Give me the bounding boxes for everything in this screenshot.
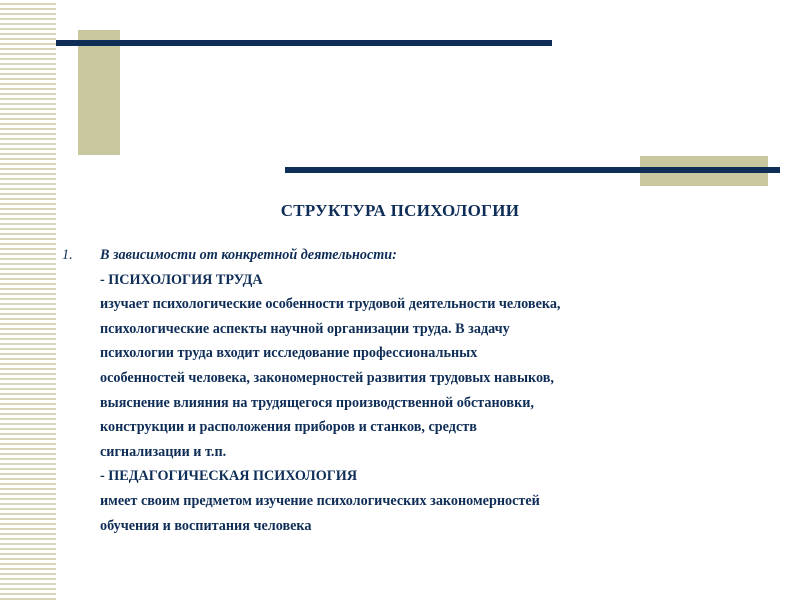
decorative-navy-line-top bbox=[56, 40, 552, 46]
list-marker: 1. bbox=[62, 247, 73, 263]
section-heading-labor-psychology: - ПСИХОЛОГИЯ ТРУДА bbox=[100, 271, 263, 288]
section-text-line: имеет своим предметом изучение психологических закономерностей bbox=[100, 492, 540, 509]
section-heading-pedagogical-psychology: - ПЕДАГОГИЧЕСКАЯ ПСИХОЛОГИЯ bbox=[100, 468, 358, 485]
decorative-olive-block-top bbox=[78, 30, 120, 155]
section-text-line: сигнализации и т.п. bbox=[100, 443, 227, 460]
section-text-line: конструкции и расположения приборов и станков, средств bbox=[100, 419, 477, 436]
section-text-line: обучения и воспитания человека bbox=[100, 517, 312, 534]
list-intro: В зависимости от конкретной деятельности: bbox=[100, 247, 397, 263]
slide-title: СТРУКТУРА ПСИХОЛОГИИ bbox=[280, 201, 520, 220]
section-text-line: выяснение влияния на трудящегося производственной обстановки, bbox=[100, 394, 534, 411]
section-text-line: изучает психологические особенности трудовой деятельности человека, bbox=[100, 296, 561, 313]
striped-side-panel bbox=[0, 0, 56, 600]
section-text-line: психологии труда входит исследование профессиональных bbox=[100, 345, 478, 362]
section-text-line: психологические аспекты научной организации труда. В задачу bbox=[100, 320, 510, 337]
decorative-navy-line-middle bbox=[285, 167, 780, 173]
list-item-body bbox=[100, 243, 762, 538]
section-text-line: особенностей человека, закономерностей развития трудовых навыков, bbox=[100, 369, 554, 386]
numbered-list bbox=[62, 243, 762, 538]
